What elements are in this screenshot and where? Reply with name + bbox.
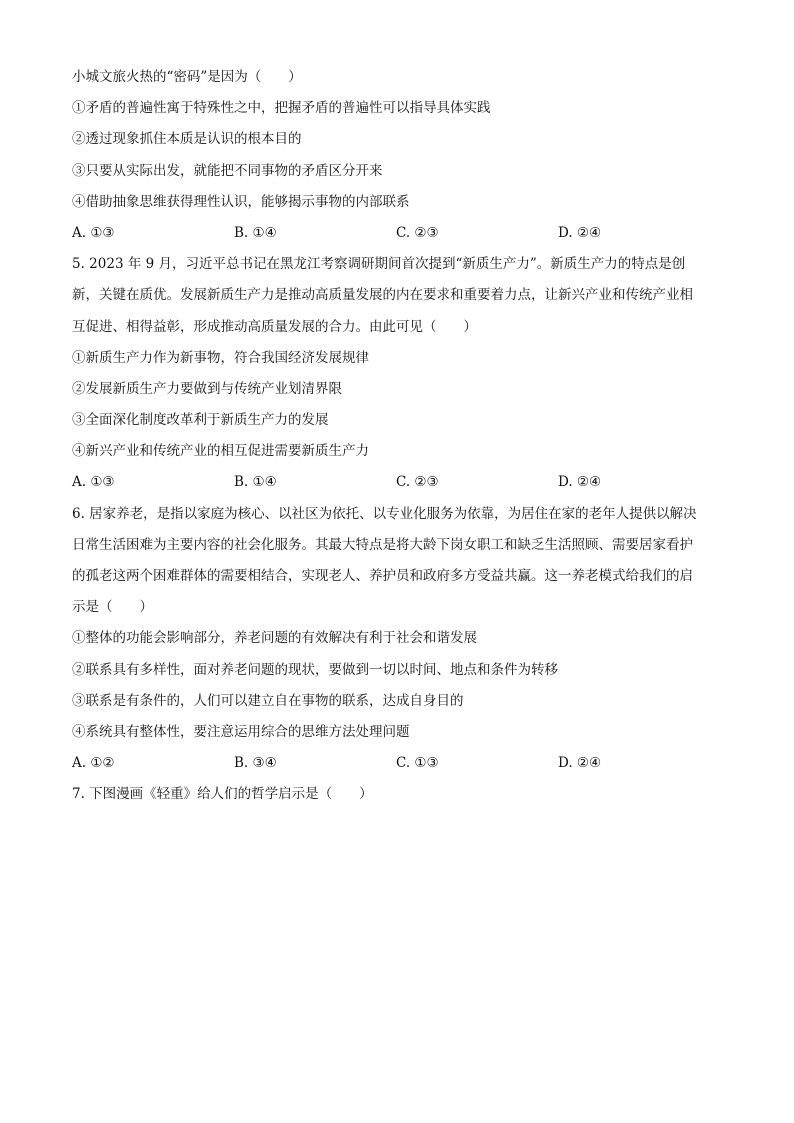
- question-7: [72, 779, 722, 810]
- question-5-option-c: C. ②③: [396, 474, 439, 491]
- question-5-item-1: ①新质生产力作为新事物，符合我国经济发展规律: [72, 349, 369, 366]
- question-6-item-1: ①整体的功能会影响部分，养老问题的有效解决有利于社会和谐发展: [72, 630, 477, 647]
- question-5-option-d: D. ②④: [558, 474, 602, 491]
- question-5-item-2: ②发展新质生产力要做到与传统产业划清界限: [72, 380, 342, 397]
- question-6-stem-line-1: 6. 居家养老，是指以家庭为核心、以社区为依托、以专业化服务为依靠，为居住在家的老年人提供以解决: [72, 505, 697, 522]
- question-4-item-1: ①矛盾的普遍性寓于特殊性之中，把握矛盾的普遍性可以指导具体实践: [72, 100, 491, 117]
- question-6-stem-line-3: 的孤老这两个困难群体的需要相结合，实现老人、养护员和政府多方受益共赢。这一养老模式给我们的启: [72, 568, 693, 584]
- question-6-option-c: C. ①③: [396, 755, 439, 772]
- question-5-stem-line-2: 新，关键在质优。发展新质生产力是推动高质量发展的内在要求和重要着力点，让新兴产业和传统产业相: [72, 287, 693, 304]
- question-7-stem: 7. 下图漫画《轻重》给人们的哲学启示是（ ）: [72, 786, 373, 803]
- question-6-options: [72, 748, 722, 779]
- question-6: [72, 499, 722, 780]
- question-6-stem-line-2: 日常生活困难为主要内容的社会化服务。其最大特点是将大龄下岗女职工和缺乏生活照顾、需要居家看护: [72, 536, 693, 553]
- question-6-item-4: ④系统具有整体性，要注意运用综合的思维方法处理问题: [72, 723, 410, 740]
- question-5-option-b: B. ①④: [234, 474, 277, 491]
- exam-page: [72, 62, 722, 811]
- question-6-option-b: B. ③④: [234, 755, 277, 772]
- question-5-stem-line-3: 互促进、相得益彰，形成推动高质量发展的合力。由此可见（ ）: [72, 318, 477, 335]
- question-6-item-2: ②联系具有多样性，面对养老问题的现状，要做到一切以时间、地点和条件为转移: [72, 661, 558, 678]
- question-5-options: [72, 467, 722, 498]
- question-4-option-b: B. ①④: [234, 224, 277, 241]
- question-6-option-a: A. ①②: [72, 755, 115, 772]
- question-4-options: [72, 218, 722, 249]
- question-4-item-4: ④借助抽象思维获得理性认识，能够揭示事物的内部联系: [72, 193, 410, 210]
- question-5-item-3: ③全面深化制度改革利于新质生产力的发展: [72, 412, 329, 429]
- question-6-option-d: D. ②④: [558, 755, 602, 772]
- question-4: [72, 62, 722, 249]
- question-6-item-3: ③联系是有条件的，人们可以建立自在事物的联系，达成自身目的: [72, 692, 464, 709]
- question-4-item-3: ③只要从实际出发，就能把不同事物的矛盾区分开来: [72, 162, 383, 179]
- question-6-stem-line-4: 示是（ ）: [72, 599, 153, 616]
- question-5: [72, 249, 722, 499]
- question-5-item-4: ④新兴产业和传统产业的相互促进需要新质生产力: [72, 443, 369, 460]
- question-4-option-a: A. ①③: [72, 224, 115, 241]
- question-4-stem: 小城文旅火热的“密码”是因为（ ）: [72, 69, 302, 85]
- question-5-stem-line-1: 5. 2023 年 9 月，习近平总书记在黑龙江考察调研期间首次提到“新质生产力”。新质生产力的特点是创: [72, 256, 686, 273]
- question-5-option-a: A. ①③: [72, 474, 115, 491]
- question-4-item-2: ②透过现象抓住本质是认识的根本目的: [72, 131, 302, 148]
- question-4-option-c: C. ②③: [396, 224, 439, 241]
- question-4-option-d: D. ②④: [558, 224, 602, 241]
